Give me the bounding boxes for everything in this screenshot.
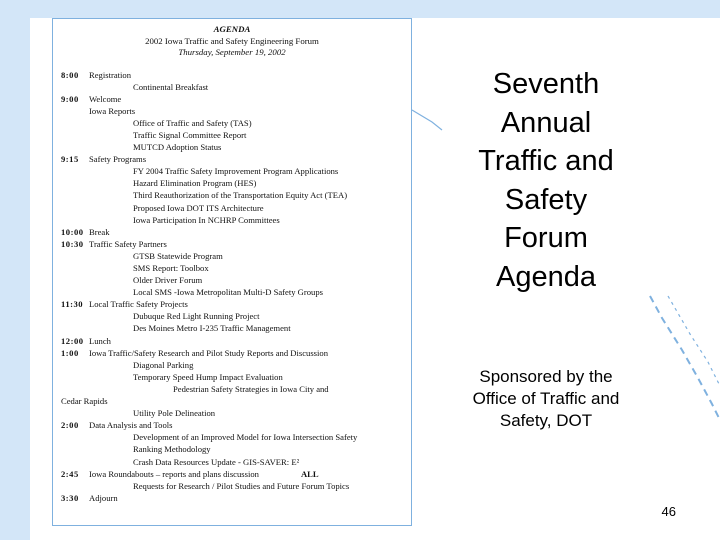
agenda-subitem: Proposed Iowa DOT ITS Architecture <box>133 202 264 213</box>
agenda-line <box>53 322 411 334</box>
agenda-line <box>53 395 411 407</box>
agenda-subitem: FY 2004 Traffic Safety Improvement Program Applications <box>133 166 339 177</box>
agenda-line <box>53 177 411 189</box>
agenda-subitem: Traffic Signal Committee Report <box>133 129 247 140</box>
agenda-line <box>53 335 411 347</box>
agenda-line <box>53 93 411 105</box>
agenda-line <box>53 371 411 383</box>
agenda-line <box>53 153 411 165</box>
sponsor-line: Sponsored by the <box>479 367 613 386</box>
agenda-subitem: Temporary Speed Hump Impact Evaluation <box>133 371 283 382</box>
slide-title-line: Seventh <box>492 68 600 100</box>
agenda-subitem: Utility Pole Delineation <box>133 408 216 419</box>
agenda-subitem: Diagonal Parking <box>133 359 194 370</box>
agenda-time: 2:45 <box>61 468 79 479</box>
agenda-session-text: Safety Programs <box>89 154 147 165</box>
agenda-subitem: Office of Traffic and Safety (TAS) <box>133 117 252 128</box>
agenda-line <box>53 214 411 226</box>
agenda-subitem: Development of an Improved Model for Iowa Intersection Safety <box>133 432 358 443</box>
agenda-line <box>53 310 411 322</box>
agenda-session-text: Iowa Roundabouts – reports and plans discussion <box>89 468 259 479</box>
agenda-time: 12:00 <box>61 335 84 346</box>
agenda-title: AGENDA <box>213 24 251 34</box>
agenda-items <box>53 69 411 504</box>
agenda-line <box>53 274 411 286</box>
agenda-subitem: Hazard Elimination Program (HES) <box>133 178 257 189</box>
agenda-subitem: Older Driver Forum <box>133 275 203 286</box>
agenda-line <box>53 468 411 480</box>
agenda-line <box>53 419 411 431</box>
agenda-session-title <box>89 153 146 165</box>
agenda-line <box>53 105 411 117</box>
agenda-time: 1:00 <box>61 347 79 358</box>
agenda-subitem: Continental Breakfast <box>133 81 209 92</box>
agenda-session-text: Lunch <box>89 335 111 346</box>
slide-title-line: Safety <box>504 183 588 216</box>
agenda-line <box>53 298 411 310</box>
slide-title-line: Agenda <box>496 260 596 293</box>
agenda-time: 8:00 <box>61 69 79 80</box>
agenda-session-text: Local Traffic Safety Projects <box>89 299 188 310</box>
agenda-session-title <box>89 93 121 105</box>
agenda-line <box>53 262 411 274</box>
agenda-subitem: Dubuque Red Light Running Project <box>133 311 260 322</box>
agenda-line <box>53 347 411 359</box>
slide-title-line: Forum <box>504 222 588 254</box>
agenda-session-text: Registration <box>89 69 132 80</box>
agenda-line <box>53 238 411 250</box>
agenda-subitem: MUTCD Adoption Status <box>133 142 222 153</box>
page-number: 46 <box>661 504 676 519</box>
agenda-line <box>53 226 411 238</box>
agenda-date: Thursday, September 19, 2002 <box>178 47 286 57</box>
agenda-subitem: Des Moines Metro I-235 Traffic Management <box>133 323 291 334</box>
agenda-subitem: Third Reauthorization of the Transportation Equity Act (TEA) <box>133 190 348 201</box>
agenda-session-title <box>89 298 188 310</box>
agenda-subitem: Local SMS -Iowa Metropolitan Multi-D Safety Groups <box>133 287 323 298</box>
agenda-time: 11:30 <box>61 299 84 310</box>
agenda-subitem: Requests for Research / Pilot Studies and Future Forum Topics <box>133 480 350 491</box>
agenda-line <box>53 250 411 262</box>
agenda-subitem: Cedar Rapids <box>61 396 108 407</box>
agenda-subitem: Pedestrian Safety Strategies in Iowa City and <box>173 383 329 394</box>
agenda-line <box>53 456 411 468</box>
agenda-line <box>53 165 411 177</box>
agenda-session-title <box>89 226 110 238</box>
agenda-time: 10:30 <box>61 238 84 249</box>
agenda-audience: ALL <box>300 468 319 479</box>
sponsor-line: Office of Traffic and <box>472 389 620 408</box>
agenda-time: 10:00 <box>61 226 84 237</box>
agenda-subitem: GTSB Statewide Program <box>133 250 223 261</box>
agenda-time: 2:00 <box>61 420 79 431</box>
slide-title <box>432 65 660 296</box>
agenda-header <box>53 24 411 59</box>
agenda-line <box>53 189 411 201</box>
agenda-line <box>53 443 411 455</box>
agenda-session-text: Adjourn <box>89 492 118 503</box>
agenda-line <box>53 286 411 298</box>
agenda-line <box>53 407 411 419</box>
sponsor-line: Safety, DOT <box>499 411 593 430</box>
agenda-line <box>53 69 411 81</box>
agenda-time: 9:00 <box>61 93 79 104</box>
agenda-session-title <box>89 419 173 431</box>
agenda-session-title <box>89 468 319 480</box>
agenda-session-title <box>89 492 118 504</box>
agenda-subitem: Iowa Reports <box>89 105 136 116</box>
agenda-line <box>53 383 411 395</box>
agenda-line <box>53 431 411 443</box>
agenda-session-title <box>89 238 167 250</box>
agenda-time: 3:30 <box>61 492 79 503</box>
slide-title-line: Annual <box>500 106 592 139</box>
agenda-line <box>53 81 411 93</box>
agenda-subitem: SMS Report: Toolbox <box>133 263 209 273</box>
agenda-session-text: Traffic Safety Partners <box>89 238 167 249</box>
agenda-subitem: Crash Data Resources Update - GIS-SAVER: E² <box>133 456 300 467</box>
agenda-document <box>52 18 412 526</box>
agenda-line <box>53 202 411 214</box>
agenda-session-text: Iowa Traffic/Safety Research and Pilot Study Reports and Discussion <box>89 347 329 358</box>
slide-title-line: Traffic and <box>478 145 614 177</box>
agenda-session-title <box>89 347 328 359</box>
agenda-session-text: Data Analysis and Tools <box>89 420 173 431</box>
agenda-time: 9:15 <box>61 154 79 165</box>
sponsor-text <box>432 366 660 432</box>
agenda-session-title <box>89 69 131 81</box>
agenda-line <box>53 141 411 153</box>
agenda-subitem: Iowa Participation In NCHRP Committees <box>133 214 280 225</box>
agenda-line <box>53 129 411 141</box>
agenda-line <box>53 480 411 492</box>
agenda-forum-name: 2002 Iowa Traffic and Safety Engineering Forum <box>145 35 319 46</box>
agenda-session-title <box>89 335 111 347</box>
agenda-line <box>53 359 411 371</box>
agenda-line <box>53 492 411 504</box>
agenda-session-text: Break <box>89 226 110 237</box>
agenda-line <box>53 117 411 129</box>
agenda-subitem: Ranking Methodology <box>133 444 211 455</box>
agenda-session-text: Welcome <box>89 93 122 104</box>
